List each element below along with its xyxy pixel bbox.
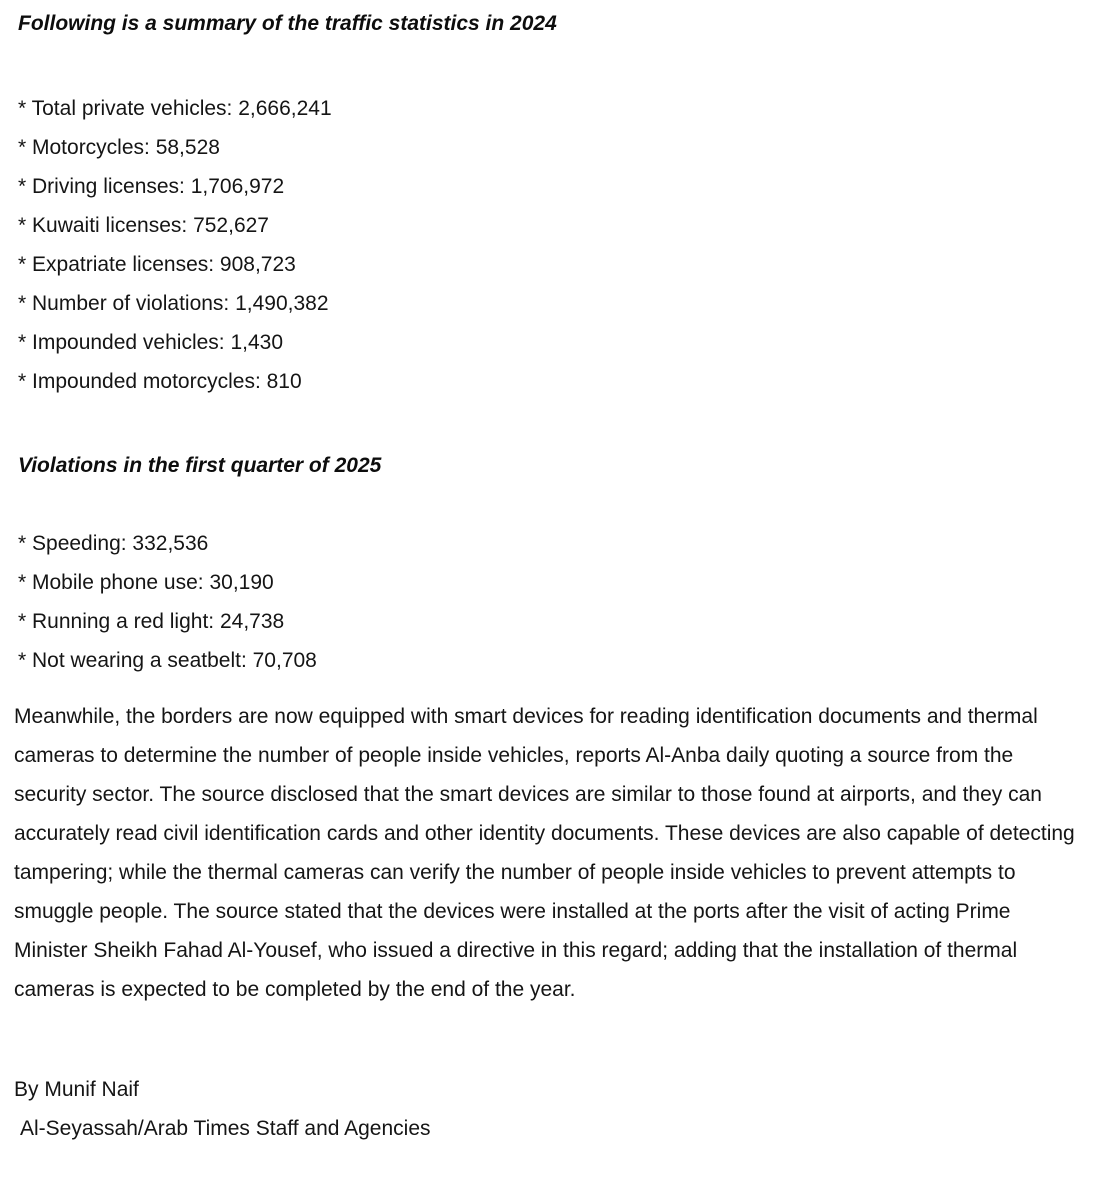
list-item: * Not wearing a seatbelt: 70,708 — [18, 649, 317, 672]
list-item: * Driving licenses: 1,706,972 — [18, 175, 285, 198]
list-item: * Expatriate licenses: 908,723 — [18, 253, 296, 276]
list-item: * Total private vehicles: 2,666,241 — [18, 97, 332, 120]
list-item: * Kuwaiti licenses: 752,627 — [18, 214, 269, 237]
byline: By Munif Naif — [14, 1078, 139, 1101]
violations-2025-heading: Violations in the first quarter of 2025 — [18, 454, 382, 477]
source-credit: Al-Seyassah/Arab Times Staff and Agencies — [20, 1117, 431, 1140]
list-item: * Running a red light: 24,738 — [18, 610, 285, 633]
list-item: * Number of violations: 1,490,382 — [18, 292, 329, 315]
list-item: * Impounded vehicles: 1,430 — [18, 331, 284, 354]
stats-2024-list — [18, 89, 332, 401]
violations-2025-list — [18, 524, 317, 680]
list-item: * Speeding: 332,536 — [18, 532, 209, 555]
body-paragraph: Meanwhile, the borders are now equipped with smart devices for reading identification documents and thermal cameras to determine the number of people inside vehicles, reports Al-Anba daily quoting a source from the security sector. The source disclosed that the smart devices are similar to those found at airports, and they can accurately read civil identification cards and other identity documents. These devices are also capable of detecting tampering; while the thermal cameras can verify the number of people inside vehicles to prevent attempts to smuggle people. The source stated that the devices were installed at the ports after the visit of acting Prime Minister Sheikh Fahad Al-Yousef, who issued a directive in this regard; adding that the installation of thermal cameras is expected to be completed by the end of the year. — [14, 705, 1075, 1001]
stats-2024-heading: Following is a summary of the traffic statistics in 2024 — [18, 12, 557, 35]
list-item: * Motorcycles: 58,528 — [18, 136, 220, 159]
list-item: * Impounded motorcycles: 810 — [18, 370, 302, 393]
list-item: * Mobile phone use: 30,190 — [18, 571, 274, 594]
